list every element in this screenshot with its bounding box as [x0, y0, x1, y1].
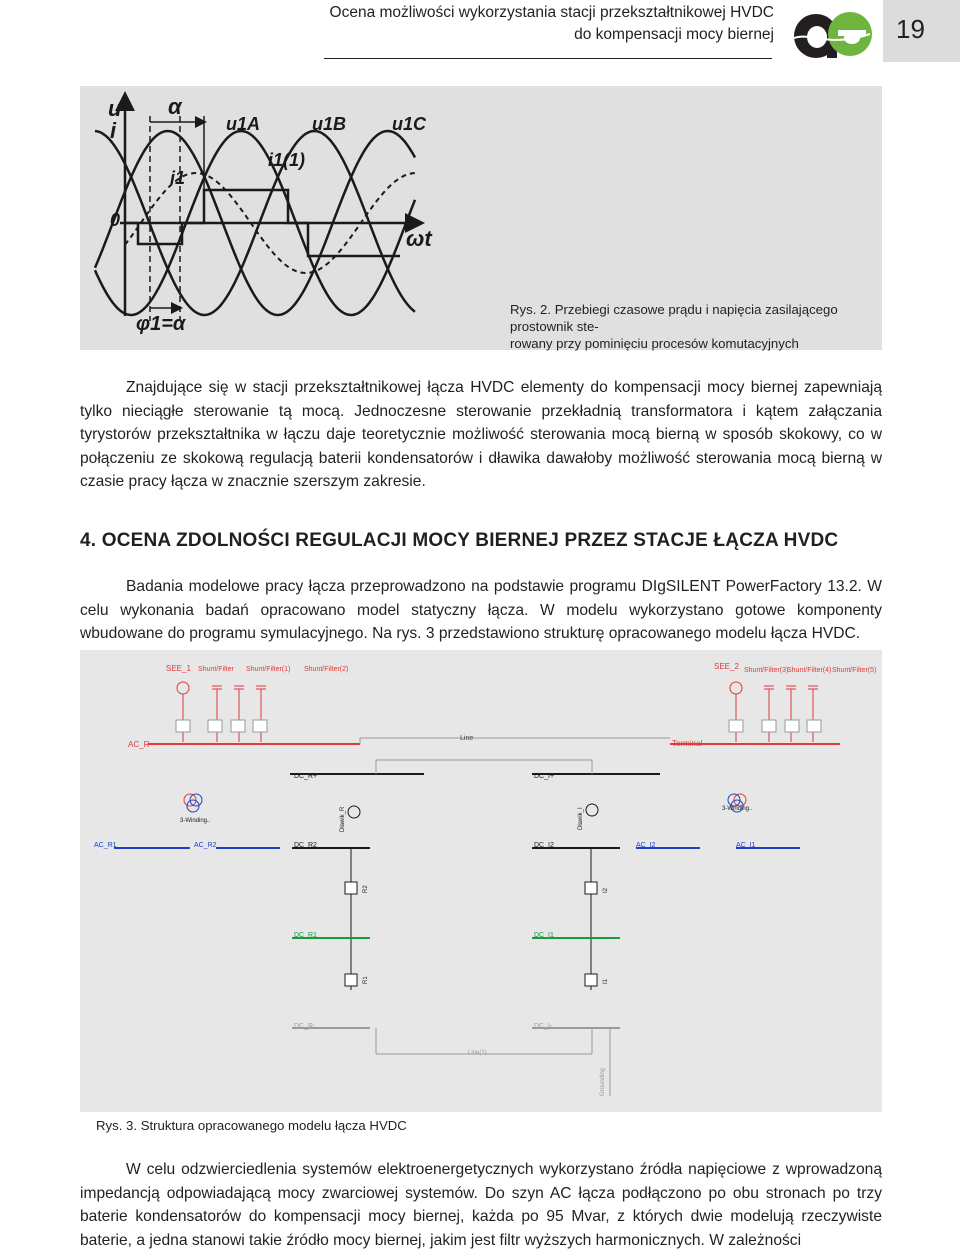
label-dc-r1: DC_R1 — [294, 932, 317, 939]
reactor-icon-r — [348, 806, 360, 818]
header-rule — [324, 58, 772, 59]
label-i: i — [110, 118, 117, 143]
label-grounding: Grounding — [600, 1067, 606, 1096]
label-u1b: u1B — [312, 114, 347, 134]
label-i1-fund: i1(1) — [268, 150, 306, 170]
label-winding-right: 3-Winding.. — [722, 806, 753, 812]
figure-2-caption-line1: Rys. 2. Przebiegi czasowe prądu i napięcia zasilającego prostownik ste- — [510, 302, 838, 334]
label-dlawik-i: Dławik_I — [578, 807, 584, 830]
label-ac-r1: AC_R1 — [94, 842, 117, 849]
label-ac-r: AC_R — [128, 740, 150, 749]
label-i1: i1 — [170, 168, 186, 188]
label-dc-rm: DC_R- — [294, 1023, 316, 1030]
paragraph-1-text: Znajdujące się w stacji przekształtnikowej łącza HVDC elementy do kompensacji mocy biernej zapewniają tylko nieciągłe sterowanie tą mocą. Jednoczesne sterowanie przekładnią transformatora i kątem załączania tyrystorów przekształtnika w łączu daje teoretycznie możliwość sterowania mocą bierną w sposób skokowy, co w połączeniu ze skokową regulacją baterii kondensatorów i dławika dawałoby możliwość sterowania mocą bierną w czasie pracy łącza w znacznie szerszym zakresie. — [80, 379, 882, 490]
label-see1: SEE_1 — [166, 664, 191, 673]
label-r1: R1 — [363, 976, 369, 984]
inverter-icon-i1 — [585, 974, 597, 986]
paragraph-3 — [80, 1158, 882, 1252]
label-line1: Line(1) — [468, 1050, 487, 1056]
label-ac-r2: AC_R2 — [194, 842, 217, 849]
label-shunt3: Shunt/Filter(2) — [304, 666, 349, 673]
label-i1: I1 — [603, 978, 609, 984]
label-i2: I2 — [603, 887, 609, 893]
figure-3 — [80, 650, 882, 1112]
rectifier-icon-r1 — [345, 974, 357, 986]
label-dc-i1: DC_I1 — [534, 932, 554, 939]
label-u: u — [108, 96, 122, 121]
hvdc-model-diagram — [80, 650, 882, 1112]
capacitor-icons-left — [183, 686, 266, 742]
label-line: Line — [460, 735, 474, 742]
label-dc-rp: DC_R+ — [294, 773, 318, 780]
paragraph-2 — [80, 575, 882, 646]
capacitor-icons-right — [736, 686, 818, 742]
label-ac-i2: AC_I2 — [636, 842, 656, 849]
label-shunt4: Shunt/Filter(3) — [744, 667, 789, 674]
running-header-line2: do kompensacji mocy biernej — [574, 26, 774, 43]
label-shunt6: Shunt/Filter(5) — [832, 667, 877, 674]
label-shunt1: Shunt/Filter — [198, 666, 234, 673]
journal-logo — [790, 8, 874, 60]
figure-3-caption: Rys. 3. Struktura opracowanego modelu łącza HVDC — [96, 1118, 407, 1133]
label-u1c: u1C — [392, 114, 427, 134]
label-winding-left: 3-Winding.. — [180, 818, 211, 824]
label-omega-t: ωt — [406, 226, 432, 251]
inverter-icon-i2 — [585, 882, 597, 894]
label-shunt5: Shunt/Filter(4) — [787, 667, 832, 674]
label-terminal: Terminal — [672, 739, 703, 748]
figure-2-caption — [510, 301, 880, 352]
label-alpha: α — [168, 94, 182, 119]
rectifier-icon-r2 — [345, 882, 357, 894]
paragraph-1 — [80, 376, 882, 494]
paragraph-2-text: Badania modelowe pracy łącza przeprowadzono na podstawie programu DIgSILENT PowerFactory 13.2. W celu wykonania badań opracowano model statyczny łącza. W modelu wykorzystano gotowe komponenty wbudowane do programu symulacyjnego. Na rys. 3 przedstawiono strukturę opracowanego modelu łącza HVDC. — [80, 578, 882, 642]
paragraph-3-text: W celu odzwierciedlenia systemów elektroenergetycznych wykorzystano źródła napięciowe z wprowadzoną impedancją odpowiadającą mocy zwarciowej systemów. Do szyn AC łącza podłączono po obu stronach po trzy baterie kondensatorów do kompensacji mocy biernej, każda po 95 Mvar, z których dwie modelują rzeczywiste baterie, a jedna stanowi takie źródło mocy biernej, jakim jest filtr wyższych harmonicznych. W zależności — [80, 1161, 882, 1249]
source-icon-left — [177, 682, 189, 694]
label-phi: φ1=α — [136, 313, 186, 335]
running-header — [330, 2, 774, 46]
label-dc-i2: DC_I2 — [534, 842, 554, 849]
reactor-icon-i — [586, 804, 598, 816]
page-number: 19 — [896, 14, 925, 44]
label-dc-r2: DC_R2 — [294, 842, 317, 849]
label-u1a: u1A — [226, 114, 261, 134]
section-heading: 4. OCENA ZDOLNOŚCI REGULACJI MOCY BIERNEJ PRZEZ STACJE ŁĄCZA HVDC — [80, 530, 839, 551]
source-icon-right — [730, 682, 742, 694]
figure-2-caption-line2: rowany przy pominięciu procesów komutacyjnych — [510, 336, 799, 351]
label-dlawik-r: Dławik_R — [340, 806, 346, 832]
label-zero: 0 — [110, 210, 121, 230]
running-header-line1: Ocena możliwości wykorzystania stacji przekształtnikowej HVDC — [329, 4, 774, 21]
label-see2: SEE_2 — [714, 662, 739, 671]
label-dc-ip: DC_I+ — [534, 773, 555, 780]
label-dc-im: DC_I- — [534, 1023, 553, 1030]
label-r2: R2 — [363, 885, 369, 893]
label-shunt2: Shunt/Filter(1) — [246, 666, 291, 673]
label-ac-i1: AC_I1 — [736, 842, 756, 849]
